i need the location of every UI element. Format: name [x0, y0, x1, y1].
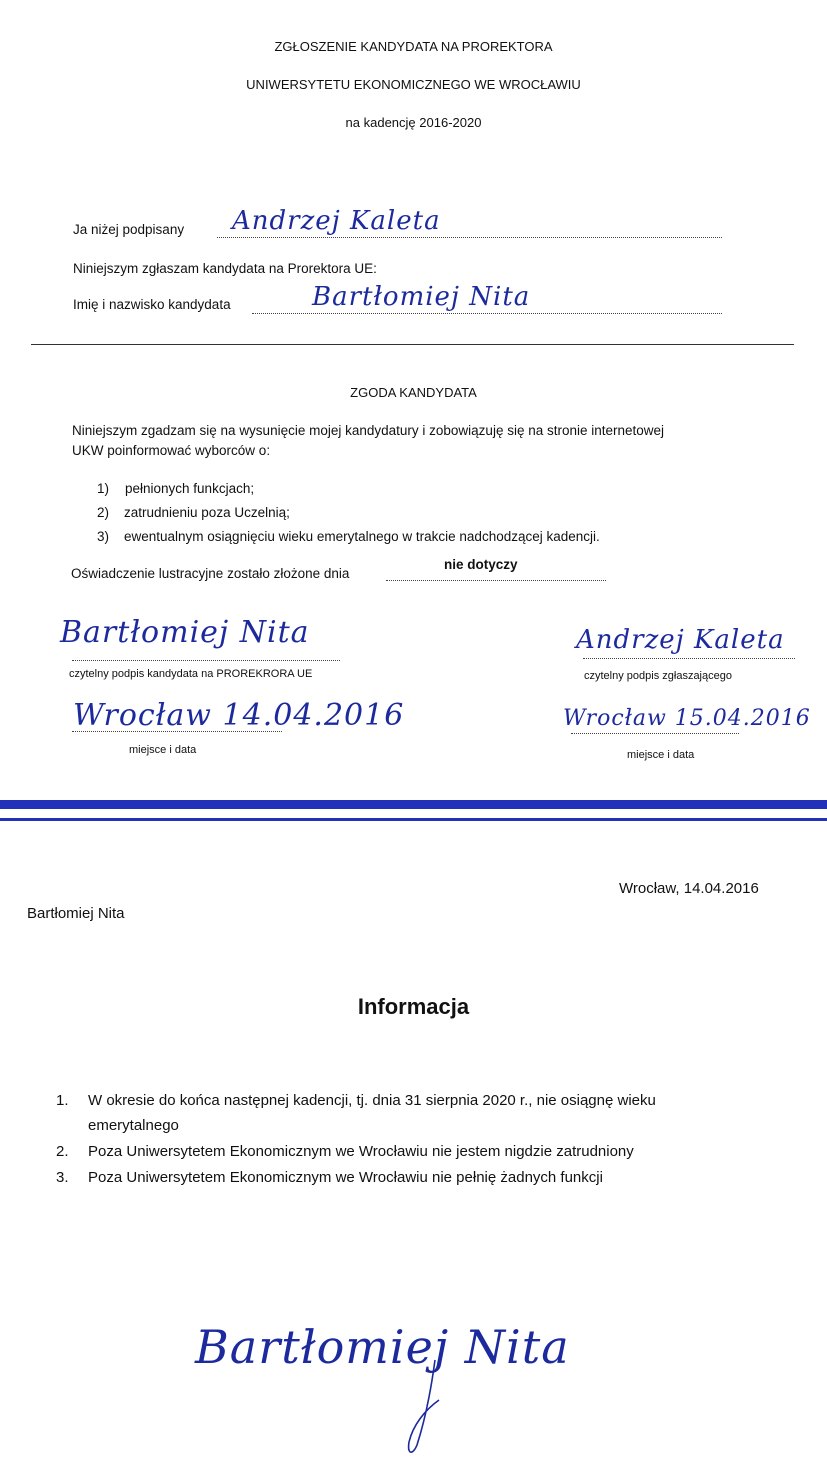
- signer-name-handwritten: Andrzej Kaleta: [232, 206, 441, 236]
- consent-item-1-text: pełnionych funkcjach;: [125, 481, 255, 496]
- form-title-line-2: UNIWERSYTETU EKONOMICZNEGO WE WROCŁAWIU: [246, 77, 581, 92]
- info-heading: Informacja: [357, 994, 470, 1019]
- consent-item-3-number: 3): [97, 529, 110, 544]
- consent-title: ZGODA KANDYDATA: [350, 385, 477, 400]
- info-author: Bartłomiej Nita: [27, 905, 125, 922]
- candidate-dotted-line: [252, 313, 722, 314]
- info-item-3-number: 3.: [56, 1169, 69, 1186]
- consent-item-2-number: 2): [97, 505, 110, 520]
- nominate-text: Niniejszym zgłaszam kandydata na Prorektora UE:: [73, 261, 377, 276]
- nominator-place-date-caption: miejsce i data: [627, 749, 695, 761]
- candidate-signature: Bartłomiej Nita: [60, 615, 310, 650]
- consent-text-line-2: UKW poinformować wyborców o:: [72, 443, 271, 458]
- nominator-place-date-handwritten: Wrocław 15.04.2016: [563, 706, 811, 731]
- lustration-dotted-line: [386, 580, 606, 581]
- signer-dotted-line: [217, 237, 722, 238]
- nominator-signature-line: [583, 658, 795, 659]
- candidate-place-date-line: [72, 731, 282, 732]
- candidate-name-handwritten: Bartłomiej Nita: [312, 282, 531, 312]
- info-signature: Bartłomiej Nita: [195, 1320, 570, 1374]
- info-signature-flourish: [395, 1350, 455, 1460]
- consent-item-2-text: zatrudnieniu poza Uczelnią;: [124, 505, 290, 520]
- form-title-line-3: na kadencję 2016-2020: [345, 115, 482, 130]
- candidate-label: Imię i nazwisko kandydata: [73, 297, 231, 312]
- separator-band-thin: [0, 818, 827, 821]
- separator-band-thick: [0, 800, 827, 809]
- candidate-place-date-caption: miejsce i data: [129, 744, 197, 756]
- lustration-value: nie dotyczy: [444, 557, 518, 572]
- info-item-2-number: 2.: [56, 1143, 69, 1160]
- consent-text-line-1: Niniejszym zgadzam się na wysunięcie mojej kandydatury i zobowiązuję się na stronie internetowej: [72, 423, 665, 438]
- candidate-signature-caption: czytelny podpis kandydata na PROREKRORA UE: [69, 668, 313, 680]
- candidate-signature-line: [72, 660, 340, 661]
- nominator-signature: Andrzej Kaleta: [576, 625, 785, 655]
- lustration-label: Oświadczenie lustracyjne zostało złożone dnia: [71, 566, 350, 581]
- info-item-2-text: Poza Uniwersytetem Ekonomicznym we Wrocławiu nie jestem nigdzie zatrudniony: [88, 1143, 634, 1160]
- info-item-1-text: W okresie do końca następnej kadencji, tj. dnia 31 sierpnia 2020 r., nie osiągnę wieku: [88, 1092, 656, 1109]
- info-item-1-number: 1.: [56, 1092, 69, 1109]
- info-place-date: Wrocław, 14.04.2016: [619, 880, 759, 897]
- consent-item-1-number: 1): [97, 481, 110, 496]
- section-divider: [31, 344, 794, 345]
- info-item-1-text-cont: emerytalnego: [88, 1117, 179, 1134]
- consent-item-3-text: ewentualnym osiągnięciu wieku emerytalnego w trakcie nadchodzącej kadencji.: [124, 529, 600, 544]
- nominator-signature-caption: czytelny podpis zgłaszającego: [584, 670, 732, 682]
- form-title-line-1: ZGŁOSZENIE KANDYDATA NA PROREKTORA: [274, 39, 553, 54]
- signer-label: Ja niżej podpisany: [73, 222, 185, 237]
- nominator-place-date-line: [571, 733, 739, 734]
- info-item-3-text: Poza Uniwersytetem Ekonomicznym we Wrocławiu nie pełnię żadnych funkcji: [88, 1169, 603, 1186]
- candidate-place-date-handwritten: Wrocław 14.04.2016: [73, 698, 405, 733]
